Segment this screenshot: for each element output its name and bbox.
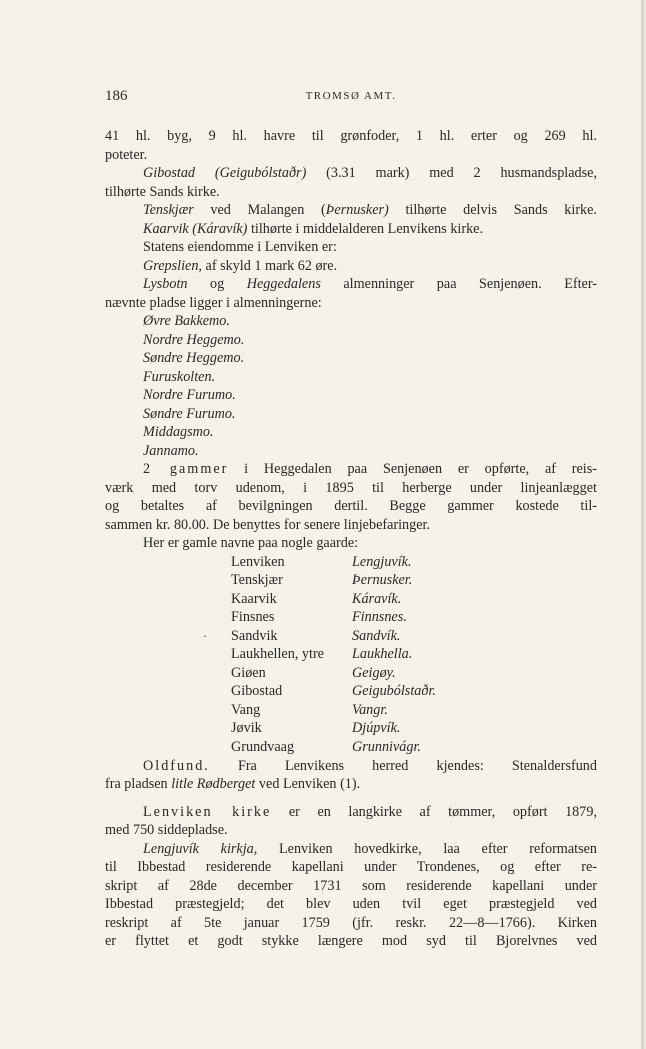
margin-dot: · [203, 628, 207, 643]
text-line: Grepslien, af skyld 1 mark 62 øre. [143, 257, 338, 274]
text-line: Gibostad (Geigubólstaðr) (3.31 mark) med 2 husmandspladse, [143, 165, 597, 181]
name-row: Grundvaag Grunnivágr. [231, 738, 421, 755]
text-line: nævnte pladse ligger i almenningerne: [105, 294, 322, 311]
text-line: Lenviken kirke er en langkirke af tømmer, opført 1879, [143, 803, 597, 820]
name-row: Tenskjær Þernusker. [231, 572, 413, 588]
text-line: Kaarvik (Káravík) tilhørte i middelalderen Lenvikens kirke. [143, 220, 484, 237]
place-name: Søndre Furumo. [143, 405, 236, 422]
text-line: poteter. [105, 146, 148, 163]
name-row: Finsnes Finnsnes. [231, 609, 407, 625]
running-title: TROMSØ AMT. [305, 90, 397, 102]
name-row: Giøen Geigøy. [231, 664, 396, 681]
name-row: Gibostad Geigubólstaðr. [231, 683, 436, 699]
text-line: skript af 28de december 1731 som residerende kapellani under [105, 877, 597, 894]
name-row: Kaarvik Káravík. [231, 590, 402, 607]
text-line: 41 hl. byg, 9 hl. havre til grønfoder, 1 hl. erter og 269 hl. [105, 128, 597, 144]
text-line: er flyttet et godt stykke længere mod syd til Bjorelvnes ved [105, 933, 597, 949]
name-row: · Sandvik Sandvík. [203, 627, 401, 644]
old-names-table [105, 553, 597, 757]
text-line: værk med torv udenom, i 1895 til herberge under linjeanlægget [105, 479, 597, 496]
name-row: Laukhellen, ytre Laukhella. [231, 646, 413, 662]
text-line: reskript af 5te januar 1759 (jfr. reskr. 22—8—1766). Kirken [105, 914, 597, 931]
text-line: Statens eiendomme i Lenviken er: [143, 239, 337, 255]
text-line: til Ibbestad residerende kapellani under Trondenes, og efter re- [105, 859, 597, 875]
name-row: Jøvik Djúpvík. [231, 720, 401, 736]
text-line: tilhørte Sands kirke. [105, 183, 220, 200]
page-number: 186 [105, 88, 128, 104]
paragraph-gap [105, 794, 597, 803]
text-line: Her er gamle navne paa nogle gaarde: [143, 535, 359, 551]
page-header [105, 88, 597, 108]
place-name: Søndre Heggemo. [143, 350, 245, 366]
text-line: med 750 siddepladse. [105, 822, 228, 838]
text-line: 2 gammer i Heggedalen paa Senjenøen er opførte, af reis- [143, 461, 597, 477]
body-text [105, 127, 597, 951]
text-line: sammen kr. 80.00. De benyttes for senere linjebefaringer. [105, 516, 431, 533]
place-name: Nordre Furumo. [143, 387, 236, 403]
text-line: Ibbestad præstegjeld; det blev uden tvil eget præstegjeld ved [105, 896, 597, 912]
place-name: Jannamo. [143, 442, 199, 459]
text-line: fra pladsen litle Rødberget ved Lenviken (1). [105, 776, 361, 792]
text-line: Lysbotn og Heggedalens almenninger paa Senjenøen. Efter- [143, 276, 597, 292]
place-name: Nordre Heggemo. [143, 331, 245, 348]
text-line: Tenskjær ved Malangen (Þernusker) tilhørte delvis Sands kirke. [143, 202, 597, 218]
name-row: Lenviken Lengjuvík. [231, 553, 412, 570]
place-name: Øvre Bakkemo. [143, 313, 230, 329]
place-name: Middagsmo. [143, 424, 214, 440]
text-line: Oldfund. Fra Lenvikens herred kjendes: Stenaldersfund [143, 757, 597, 774]
text-line: og betaltes af bevilgningen dertil. Begge gammer kostede til- [105, 498, 597, 514]
text-line: Lengjuvík kirkja, Lenviken hovedkirke, laa efter reformatsen [143, 840, 597, 857]
place-name: Furuskolten. [143, 368, 216, 385]
name-row: Vang Vangr. [231, 701, 388, 718]
